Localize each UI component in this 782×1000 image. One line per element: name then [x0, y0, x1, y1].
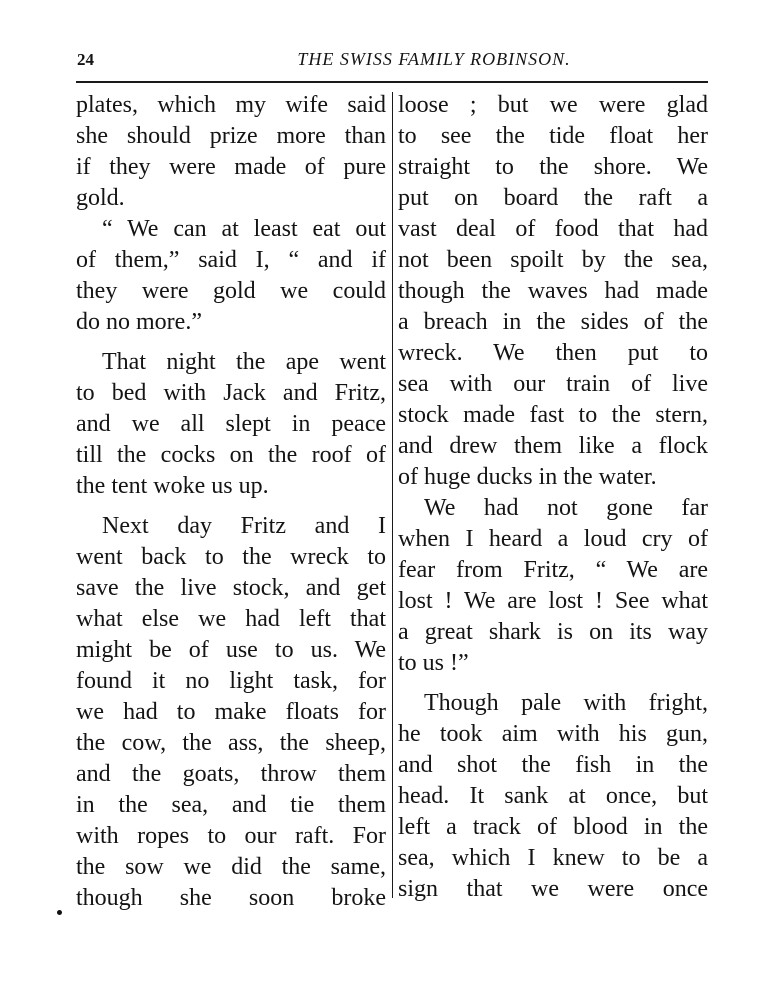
text-line: of them,” said I, “ and if — [76, 247, 386, 273]
text-line: Though pale with fright, — [424, 690, 708, 716]
text-line: with ropes to our raft. For — [76, 823, 386, 849]
text-line: save the live stock, and get — [76, 575, 386, 601]
text-line: might be of use to us. We — [76, 637, 386, 663]
text-line: vast deal of food that had — [398, 216, 708, 242]
text-line: we had to make floats for — [76, 699, 386, 725]
text-line: lost ! We are lost ! See what — [398, 588, 708, 614]
text-line: sea with our train of live — [398, 371, 708, 397]
text-line: though the waves had made — [398, 278, 708, 304]
text-line: a great shark is on its way — [398, 619, 708, 645]
text-line: found it no light task, for — [76, 668, 386, 694]
text-line: That night the ape went — [102, 349, 386, 375]
text-line: to bed with Jack and Fritz, — [76, 380, 386, 406]
text-line: the cow, the ass, the sheep, — [76, 730, 386, 756]
text-line: left a track of blood in the — [398, 814, 708, 840]
text-line: wreck. We then put to — [398, 340, 708, 366]
ink-speck — [57, 910, 62, 915]
text-line: and the goats, throw them — [76, 761, 386, 787]
text-line: the tent woke us up. — [76, 473, 269, 499]
text-line: in the sea, and tie them — [76, 792, 386, 818]
text-line: till the cocks on the roof of — [76, 442, 386, 468]
text-line: and we all slept in peace — [76, 411, 386, 437]
text-line: when I heard a loud cry of — [398, 526, 708, 552]
text-line: Next day Fritz and I — [102, 513, 386, 539]
text-line: a breach in the sides of the — [398, 309, 708, 335]
text-line: of huge ducks in the water. — [398, 464, 657, 490]
text-line: loose ; but we were glad — [398, 92, 708, 118]
header-rule — [76, 81, 708, 83]
right-column — [398, 90, 708, 905]
text-line: gold. — [76, 185, 125, 211]
column-divider — [392, 92, 393, 898]
text-line: sea, which I knew to be a — [398, 845, 708, 871]
text-line: “ We can at least eat out — [102, 216, 386, 242]
text-line: went back to the wreck to — [76, 544, 386, 570]
text-line: head. It sank at once, but — [398, 783, 708, 809]
text-line: fear from Fritz, “ We are — [398, 557, 708, 583]
text-line: and shot the fish in the — [398, 752, 708, 778]
text-line: We had not gone far — [424, 495, 708, 521]
text-line: though she soon broke — [76, 885, 386, 911]
text-line: and drew them like a flock — [398, 433, 708, 459]
text-line: sign that we were once — [398, 876, 708, 902]
text-line: what else we had left that — [76, 606, 386, 632]
text-line: if they were made of pure — [76, 154, 386, 180]
text-line: he took aim with his gun, — [398, 721, 708, 747]
text-line: to see the tide float her — [398, 123, 708, 149]
text-line: they were gold we could — [76, 278, 386, 304]
text-line: plates, which my wife said — [76, 92, 386, 118]
text-line: do no more.” — [76, 309, 202, 335]
text-line: not been spoilt by the sea, — [398, 247, 708, 273]
text-line: the sow we did the same, — [76, 854, 386, 880]
text-line: straight to the shore. We — [398, 154, 708, 180]
page-number: 24 — [77, 50, 94, 69]
text-line: put on board the raft a — [398, 185, 708, 211]
text-line: stock made fast to the stern, — [398, 402, 708, 428]
left-column — [76, 90, 386, 914]
running-title: THE SWISS FAMILY ROBINSON. — [297, 49, 571, 69]
text-line: to us !” — [398, 650, 469, 676]
text-line: she should prize more than — [76, 123, 386, 149]
